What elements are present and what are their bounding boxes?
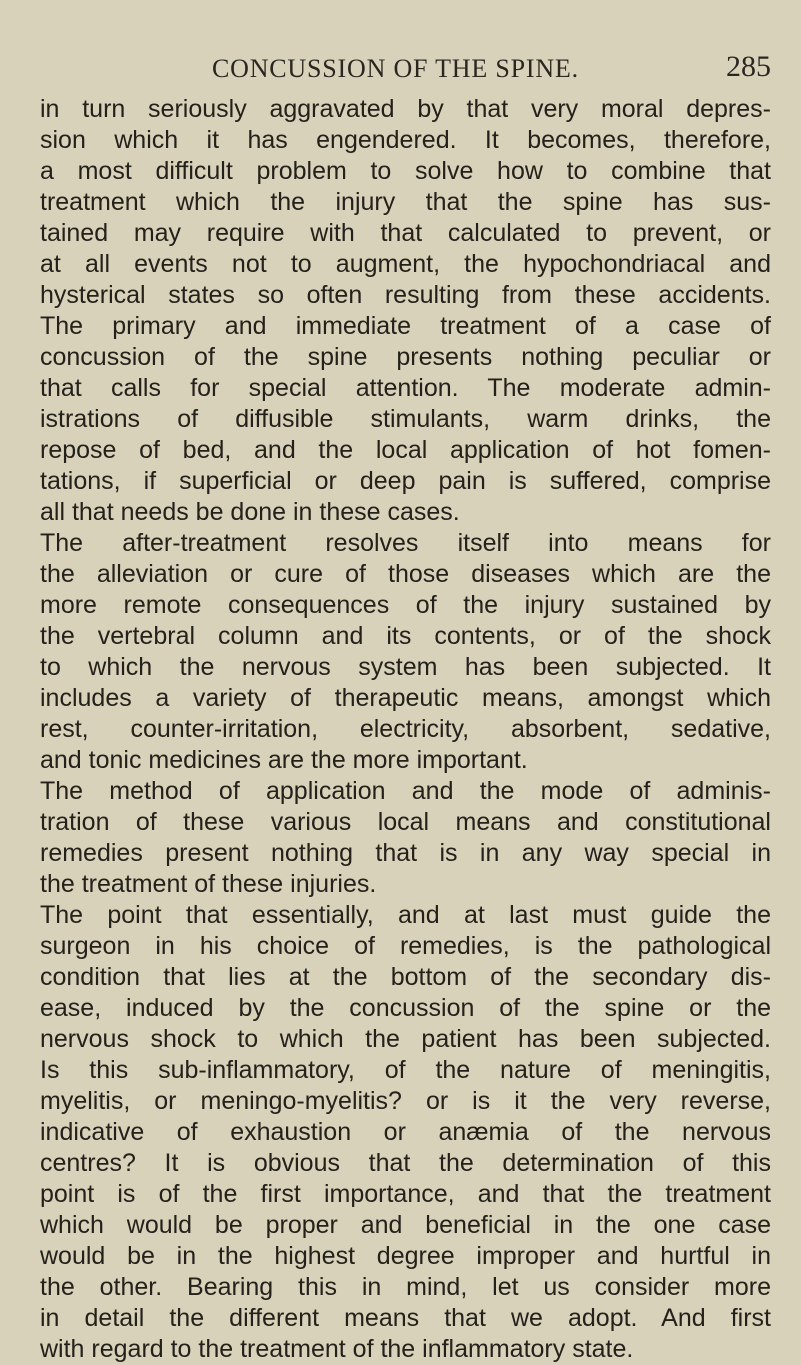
text-line: tained may require with that calculated to prevent, or [40,219,771,247]
text-line: the other. Bearing this in mind, let us consider more [40,1273,771,1301]
text-line: in detail the different means that we adopt. And first [40,1304,771,1332]
text-line: surgeon in his choice of remedies, is the pathological [40,932,771,960]
text-line: would be in the highest degree improper and hurtful in [40,1242,771,1270]
text-line: nervous shock to which the patient has been subjected. [40,1025,771,1053]
text-line: centres? It is obvious that the determination of this [40,1149,771,1177]
text-line: the vertebral column and its contents, or of the shock [40,622,771,650]
text-line: indicative of exhaustion or anæmia of the nervous [40,1118,771,1146]
text-line: tations, if superficial or deep pain is suffered, comprise [40,467,771,495]
text-line: Is this sub-inflammatory, of the nature of meningitis, [40,1056,771,1084]
text-line: The point that essentially, and at last must guide the [40,901,771,929]
text-line: includes a variety of therapeutic means, amongst which [40,684,771,712]
text-line: which would be proper and beneficial in the one case [40,1211,771,1239]
text-line: rest, counter-irritation, electricity, absorbent, sedative, [40,715,771,743]
text-line: at all events not to augment, the hypochondriacal and [40,250,771,278]
text-line: remedies present nothing that is in any way special in [40,839,771,867]
body-text [40,94,771,1365]
text-line: to which the nervous system has been subjected. It [40,653,771,681]
text-line: and tonic medicines are the more important. [40,746,528,774]
text-line: tration of these various local means and constitutional [40,808,771,836]
text-line: The after-treatment resolves itself into means for [40,529,771,557]
text-line: treatment which the injury that the spine has sus- [40,188,771,216]
text-line: with regard to the treatment of the inflammatory state. [40,1335,634,1363]
text-line: myelitis, or meningo-myelitis? or is it the very reverse, [40,1087,771,1115]
text-line: condition that lies at the bottom of the secondary dis- [40,963,771,991]
text-line: the alleviation or cure of those diseases which are the [40,560,771,588]
text-line: ease, induced by the concussion of the spine or the [40,994,771,1022]
text-line: more remote consequences of the injury sustained by [40,591,771,619]
text-line: concussion of the spine presents nothing peculiar or [40,343,771,371]
text-line: the treatment of these injuries. [40,870,377,898]
text-line: The method of application and the mode of adminis- [40,777,771,805]
text-line: point is of the first importance, and that the treatment [40,1180,771,1208]
text-line: all that needs be done in these cases. [40,498,460,526]
text-line: sion which it has engendered. It becomes, therefore, [40,126,771,154]
page-header [40,48,771,88]
text-line: a most difficult problem to solve how to combine that [40,157,771,185]
text-line: repose of bed, and the local application of hot fomen- [40,436,771,464]
text-line: that calls for special attention. The moderate admin- [40,374,771,402]
text-line: The primary and immediate treatment of a case of [40,312,771,340]
running-title: CONCUSSION OF THE SPINE. [212,54,579,83]
text-line: istrations of diffusible stimulants, warm drinks, the [40,405,771,433]
page-number: 285 [726,50,771,83]
text-line: hysterical states so often resulting from these accidents. [40,281,771,309]
text-line: in turn seriously aggravated by that very moral depres- [40,95,771,123]
